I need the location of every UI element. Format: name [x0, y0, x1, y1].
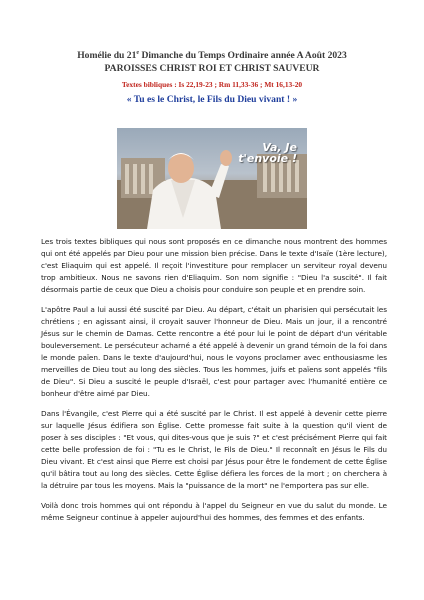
photo-caption: Va, Je t'envoie !: [238, 141, 297, 165]
bible-references: Textes bibliques : Is 22,19-23 ; Rm 11,33-36 ; Mt 16,13-20: [121, 80, 303, 90]
paragraph: Dans l'Évangile, c'est Pierre qui a été suscité par le Christ. Il est appelé à devenir cette pierre sur laquelle Jésus édifiera son Église. Cette promesse fait suite à la question qu'il vient de poser à ses disciples : "Et vous, qui dites-vous que je suis ?" et c'est précisément Pierre qui fait cette belle profession de foi : "Tu es le Christ, le Fils de Dieu." Il reconnaît en Jésus le Fils du Dieu vivant. Et c'est ainsi que Pierre est choisi par Jésus pour être le fondement de cette Église qu'il bâtira tout au long des siècles. Cette Église défiera les forces de la mort ; on cherchera à la détruire par tous les moyens. Mais la "puissance de la mort" ne l'emportera pas sur elle.: [41, 409, 387, 490]
paragraph: Les trois textes bibliques qui nous sont proposés en ce dimanche nous montrent des hommes qui ont été appelés par Dieu pour une mission bien précise. Dans le texte d'Isaïe (1ère lecture), c'est Eliaquim qui est appelé. Il reçoit l'investiture pour remplacer un serviteur royal devenu trop ambitieux. Nous ne savons rien d'Eliaquim. Son nom signifie : "Dieu l'a suscité". Il fait désormais partie de ceux que Dieu a choisis pour conduire son peuple et en prendre soin.: [41, 237, 387, 294]
homily-header: [0, 47, 424, 106]
parish-name: PAROISSES CHRIST ROI ET CHRIST SAUVEUR: [104, 63, 320, 75]
homily-title: Homélie du 21e Dimanche du Temps Ordinaire année A Août 2023: [77, 50, 347, 62]
homily-body: [41, 236, 387, 532]
paragraph: L'apôtre Paul a lui aussi été suscité par Dieu. Au départ, c'était un pharisien qui persécutait les chrétiens ; en agissant ainsi, il croyait sauver l'honneur de Dieu. Mais un jour, il a rencontré Jésus sur le chemin de Damas. Cette rencontre a été pour lui le point de départ d'un véritable bouleversement. Le persécuteur acharné a été appelé à devenir un grand témoin de la foi dans le monde païen. Dans le texte d'aujourd'hui, nous le voyons proclamer avec enthousiasme les merveilles de Dieu tout au long des siècles. Tous les hommes, juifs et païens sont appelés "fils de Dieu". Si Dieu a suscité le peuple d'Israël, c'est pour partager avec l'humanité entière ce bonheur d'être aimé par Dieu.: [41, 305, 387, 398]
paragraph: Voilà donc trois hommes qui ont répondu à l'appel du Seigneur en vue du salut du monde. Le même Seigneur continue à appeler aujourd'hui des hommes, des femmes et des enfants.: [41, 501, 387, 522]
pope-photo: [117, 128, 307, 229]
gospel-quote: « Tu es le Christ, le Fils du Dieu vivant ! »: [126, 94, 298, 106]
